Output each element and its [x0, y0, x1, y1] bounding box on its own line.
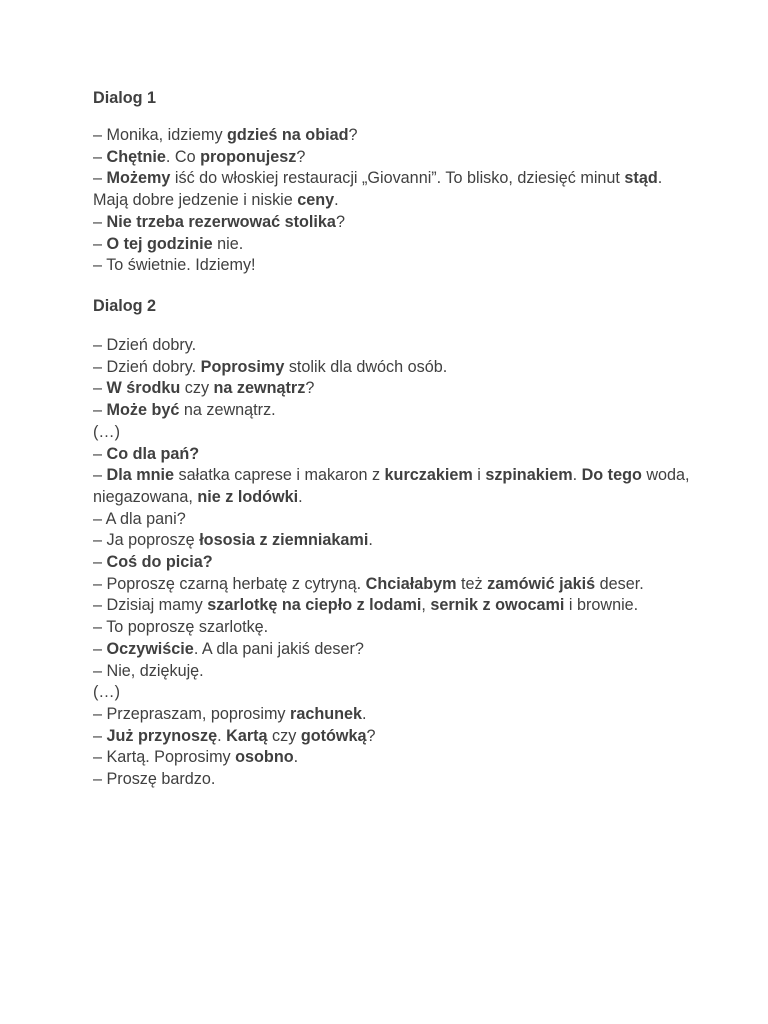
text-segment: . [298, 487, 303, 506]
text-segment: – [93, 401, 107, 420]
text-segment: . [368, 531, 373, 550]
dialog-line [93, 400, 693, 422]
dialog-line [93, 212, 693, 234]
bold-phrase: rachunek [290, 704, 363, 723]
dialog-line [93, 378, 693, 400]
bold-phrase: kurczakiem [384, 466, 473, 485]
dialog-section [93, 295, 695, 789]
bold-phrase: sernik z owocami [430, 596, 565, 615]
text-segment: – [93, 639, 107, 658]
text-segment: – [93, 466, 107, 485]
text-segment: – [93, 234, 107, 253]
bold-phrase: Poprosimy [200, 357, 285, 376]
text-segment: i [472, 466, 486, 485]
dialog-line [93, 682, 693, 704]
text-segment: – [93, 147, 107, 166]
bold-phrase: Oczywiście [106, 639, 194, 658]
bold-phrase: łososia z ziemniakami [199, 531, 369, 550]
text-segment: . [362, 704, 367, 723]
text-segment: stolik dla dwóch osób. [284, 357, 448, 376]
bold-phrase: Chętnie [106, 147, 166, 166]
bold-phrase: szarlotkę na ciepło z lodami [207, 596, 422, 615]
bold-phrase: Do tego [581, 466, 642, 485]
text-segment: . A dla pani jakiś deser? [193, 639, 364, 658]
text-segment: – Przepraszam, poprosimy [93, 704, 291, 723]
text-segment: nie. [212, 234, 244, 253]
text-segment: – Dzisiaj mamy [93, 596, 208, 615]
bold-phrase: gdzieś na obiad [227, 126, 349, 144]
text-segment: – Monika, idziemy [93, 126, 228, 144]
text-segment: (…) [93, 422, 120, 441]
dialog-line [93, 617, 693, 639]
text-segment: iść do włoskiej restauracji „Giovanni”. To blisko, dziesięć minut [170, 169, 625, 188]
bold-phrase: ceny [297, 191, 335, 210]
dialog-line [93, 574, 693, 596]
text-segment: ? [296, 147, 306, 166]
bold-phrase: proponujesz [200, 147, 297, 166]
text-segment: czy [180, 379, 214, 398]
dialog-title: Dialog 1 [93, 89, 156, 107]
text-segment: – A dla pani? [93, 509, 186, 528]
dialog-line [93, 255, 693, 277]
bold-phrase: Już przynoszę [106, 726, 218, 745]
dialog-line [93, 422, 693, 444]
bold-phrase: Dla mnie [106, 466, 174, 485]
text-segment: – Dzień dobry. [93, 357, 201, 376]
text-segment: ? [335, 212, 345, 231]
text-segment: – To świetnie. Idziemy! [93, 256, 256, 275]
dialog-lines [93, 125, 693, 277]
dialog-line [93, 234, 693, 256]
dialog-lines [93, 335, 693, 791]
text-segment: – [93, 212, 107, 231]
text-segment: – [93, 726, 107, 745]
bold-phrase: Co dla pań? [106, 444, 200, 463]
bold-phrase: szpinakiem [485, 466, 573, 485]
text-segment: deser. [595, 574, 644, 593]
text-segment: . Co [165, 147, 201, 166]
bold-phrase: Możemy [106, 169, 171, 188]
dialog-line [93, 509, 693, 531]
dialog-line [93, 147, 693, 169]
dialog-line [93, 747, 693, 769]
bold-phrase: Chciałabym [365, 574, 457, 593]
dialog-line [93, 465, 693, 508]
text-segment: – To poproszę szarlotkę. [93, 618, 269, 637]
text-segment: sałatka caprese i makaron z [174, 466, 385, 485]
text-segment: (…) [93, 683, 120, 702]
text-segment: – Ja poproszę [93, 531, 200, 550]
text-segment: woda, niegazowana, [93, 466, 695, 506]
bold-phrase: zamówić jakiś [487, 574, 596, 593]
bold-phrase: na zewnątrz [213, 379, 306, 398]
bold-phrase: stąd [624, 169, 658, 188]
dialog-line [93, 639, 693, 661]
bold-phrase: nie z lodówki [197, 487, 299, 506]
dialog-line [93, 769, 693, 791]
text-segment: – [93, 444, 107, 463]
text-segment: ? [305, 379, 315, 398]
dialog-line [93, 125, 693, 147]
text-segment: – Poproszę czarną herbatę z cytryną. [93, 574, 366, 593]
bold-phrase: Kartą [226, 726, 268, 745]
text-segment: na zewnątrz. [179, 401, 276, 420]
text-segment: – Kartą. Poprosimy [93, 748, 236, 767]
text-segment: – [93, 553, 107, 572]
text-segment: ? [348, 126, 358, 144]
dialog-line [93, 357, 693, 379]
text-segment: – Proszę bardzo. [93, 770, 216, 789]
bold-phrase: osobno [235, 748, 294, 767]
dialog-line [93, 335, 693, 357]
dialog-line [93, 168, 693, 211]
bold-phrase: Może być [106, 401, 180, 420]
text-segment: – Dzień dobry. [93, 336, 197, 354]
dialog-title: Dialog 2 [93, 297, 156, 315]
bold-phrase: gotówką [300, 726, 367, 745]
text-segment: . [572, 466, 582, 485]
dialog-line [93, 726, 693, 748]
bold-phrase: O tej godzinie [106, 234, 213, 253]
dialog-line [93, 552, 693, 574]
text-segment: . [334, 191, 339, 210]
bold-phrase: Nie trzeba rezerwować stolika [106, 212, 336, 231]
dialog-section [93, 87, 693, 275]
dialog-line [93, 704, 693, 726]
text-segment: też [456, 574, 488, 593]
dialog-line [93, 444, 693, 466]
dialog-line [93, 530, 693, 552]
text-segment: i brownie. [564, 596, 639, 615]
bold-phrase: Coś do picia? [106, 553, 213, 572]
dialog-line [93, 661, 693, 683]
dialog-line [93, 595, 693, 617]
text-segment: ? [366, 726, 376, 745]
text-segment: – [93, 379, 107, 398]
text-segment: , [421, 596, 431, 615]
text-segment: . [293, 748, 299, 767]
text-segment: – [93, 169, 107, 188]
bold-phrase: W środku [106, 379, 181, 398]
text-segment: . [217, 726, 227, 745]
text-segment: . Mają dobre jedzenie i niskie [93, 169, 667, 210]
text-segment: czy [267, 726, 301, 745]
text-segment: – Nie, dziękuję. [93, 661, 204, 680]
